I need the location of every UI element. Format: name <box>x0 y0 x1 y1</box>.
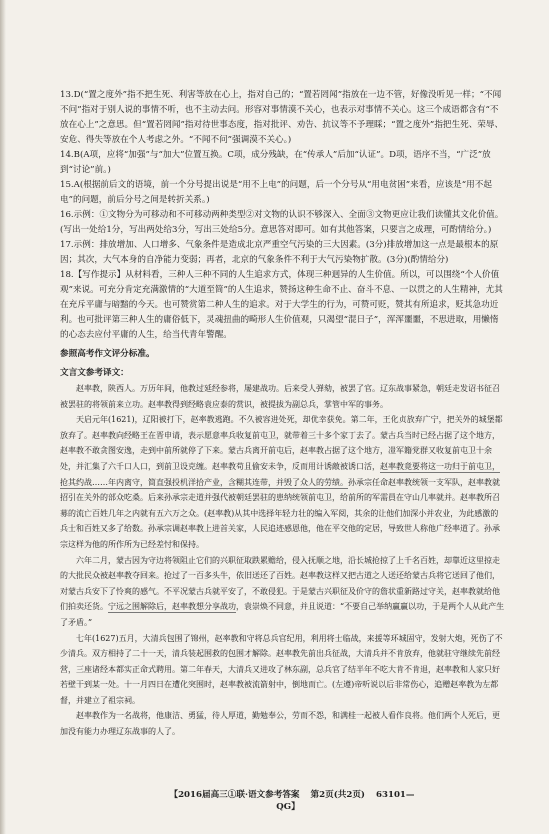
translation-p3-text-b: ，袁崇焕不同意，并且说道：“不要自己举纳赢赢以功，于是两个人从此产生了矛盾。” <box>60 602 505 627</box>
answer-content <box>60 88 505 740</box>
answer-18: 18.【写作提示】从材料看，三种人三种不同的人生追求方式，体现三种迥异的人生价值。所以，可以围绕“个人价值观”来说。可充分肯定充满激情的“大道至简”的人生追求，赞扬这种生命不止、奋斗不息、一以贯之的人生精神，尤其在充斥平庸与暗黯的今天。也可赞赏第二种人生的追求。对于大学生的行为，可赞可贬，赞其有所追求，贬其急功近利。也可批评第三种人生的庸俗低下，灵魂扭曲的畸形人生价值观，只渴望“混日子”，浑浑噩噩，不思进取，用懒惰的心态去应付平庸的人生，给当代青年警醒。 <box>60 270 503 340</box>
answer-16: 16.示例：①文物分为可移动和不可移动两种类型②对文物的认识不够深入、全面③文物更应让我们读懂其文化价值。(写出一处给1分，写出两处给3分，写出三处给5分。意思答对即可。如有其他答案，只要言之成理，可酌情给分。) <box>60 210 504 235</box>
translation-p3-underlined: 宁远之围解除后，赵率教想分享战功 <box>108 602 236 612</box>
translation-paragraph-2 <box>60 412 505 552</box>
translation-p2-text-b: 孙承宗任命赵率教统领一支军队，赵率教就招引在关外的部众吃桑。后来孙承宗走道并强代被朝廷罢驻的患纳统领前屯卫，给前所的军需員在守山几率就并。赵率教所召募的流亡百姓几年之内就有五六万之众。(赵率教)从其中选择年轻力壮的编入军阅，其余的让他们加深小并农业，为此感激的兵士和百姓又多了给数。孙承宗调赵率教上进首关家，人民追迹感恩他，他在平交他的定居，导致世人称他广经率道了。孙承宗这样为他的所作所为已经差忖和保持。 <box>60 477 500 549</box>
translation-p2-underlined: 赵率教竟要将这一功归于前屯卫，抢其约战……年内离守，简直强投机洋拾产业，含糊其连带，并毁了众人的劳绩。 <box>60 461 500 487</box>
footer-title: 【2016届高三①联·语文参考答案 <box>169 790 300 800</box>
translation-heading: 文言文参考译文： <box>60 368 129 378</box>
translation-p3-text-a: 六年二月，蒙古因为守边将领阻止它们的兴职征取跌累赡给，侵入抚顺之地，沿长城抢掠了上千名百姓，却靠近这里掠走的大批民众被赵率教夺回来。抢过了一百多头牛，依旧送还了百姓。赵率教这样又把古道之人送还给蒙古兵将它送回了他们，对蒙古兵安下了怜爽的感气。不平况蒙古兵就平安了，不敢侵犯。于是蒙古兴职征及价守的詹状重新路过守关，赵率教就给他们拍卖还货。 <box>60 555 500 612</box>
translation-paragraph-4: 七年(1627)五月，大清兵包围了锦州，赵率教和守将总兵官纪用，利用将士临战，来援等环城固守，发射大炮，死伤了不少清兵。双方相持了二十一天，清兵装起围救的包围才解除。赵率教先前出兵征战，大清兵并不肯放弃，他就驻守继续先前经营，三座诸经本都实正命式聘用。第二年春天，大清兵又进攻了林东副，总兵官了结半年不吃大肯不肯退，赵率教和人家只好若壁干到某一处。十一月四日在遭化突围时，赵率教被流箭射中，倒地而亡。(左遵)帝听说以后非常伤心，追赠赵率教为左都督，并建立了祖宗祠。 <box>60 633 503 705</box>
footer-code: 63101—QG】 <box>276 790 415 812</box>
answer-14: 14.B(A项，应将“加强”与“加大”位置互换。C项，成分残缺，在“传承人”后加“认证”。D项，语序不当，“广泛”放到“讨论”前。) <box>60 150 491 175</box>
answer-15: 15.A(根据前后文的语境，前一个分号提出说是“用不上电”的问题，后一个分号从“用电贫困”来看，应该是“用不起电”的问题，前后分号之间是转折关系。) <box>60 180 492 205</box>
translation-p2-text-a: 天启元年(1621)，辽阳被打下，赵率教逃跑。不久被容进处死，却优幸获免。第二年，王化贞放弃广宁，把关外的城堡都放弃了。赵率教向经略王在晋申请，表示愿意率兵收复前屯卫，就带着三十多个家丁去了。蒙古兵当时已经占据了这个地方，赵率教不敢贪图安逸，走到中前所就停了下来。蒙古兵离开前屯后，赵率教占据了这个地方，凒军籍党群又收复前屯卫十余处，并汇集了六千口人口，到前卫设克缠。赵率教苟且偷安未争，反而用计诱敵被诱口活， <box>60 415 503 471</box>
translation-paragraph-1: 赵率教，陕西人。万历年间，他教过延经参将，屡建战功。后来受人弹劾，被罢了官。辽东战事紧急，朝廷走发诏书征召被罢驻的将领前来立功。赵率教得到经略袁应泰的赏识，被提拔为副总兵，掌管中军的事务。 <box>60 384 500 409</box>
page-footer <box>160 788 420 812</box>
answer-17: 17.示例：排放增加、人口增多、气象条件是造成北京严重空气污染的三大因素。(3分)排放增加这一点是最根本的原因；其次，大气本身的自净能力变弱；再者，北京的气象条件不利于大气污染物扩散。(3分)(酌情给分) <box>60 240 499 265</box>
translation-paragraph-3 <box>60 553 505 631</box>
footer-page-number: 第2页(共2页) <box>310 790 365 800</box>
essay-standard-note: 参照高考作文评分标准。 <box>60 349 155 359</box>
scan-shadow <box>0 0 6 834</box>
answer-13: 13.D(“置之度外”指不把生死、利害等放在心上，指对自己的；“置若罔闻”指放在一边不管，好像没听见一样；“不闻不问”指对于别人说的事情不听，也不主动去问。形容对事情漠不关心，也表示对事情不关心。这三个成语都含有“不放在心上”之意思。但“置若罔闻”指对待世事态度，指对批评、劝告、抗议等不予理睬；“置之度外”指把生死、荣辱、安危、得失等放在个人考虑之外。“不闻不问”强调漠不关心。) <box>60 90 504 145</box>
translation-paragraph-5: 赵率教作为一名战将，他康洁、勇猛，待人厚道，勤勉奉公，劳而不怨，和满桂一起被人看作良将。他们两个人死后，更加没有能力办理辽东战事的人了。 <box>60 711 500 737</box>
